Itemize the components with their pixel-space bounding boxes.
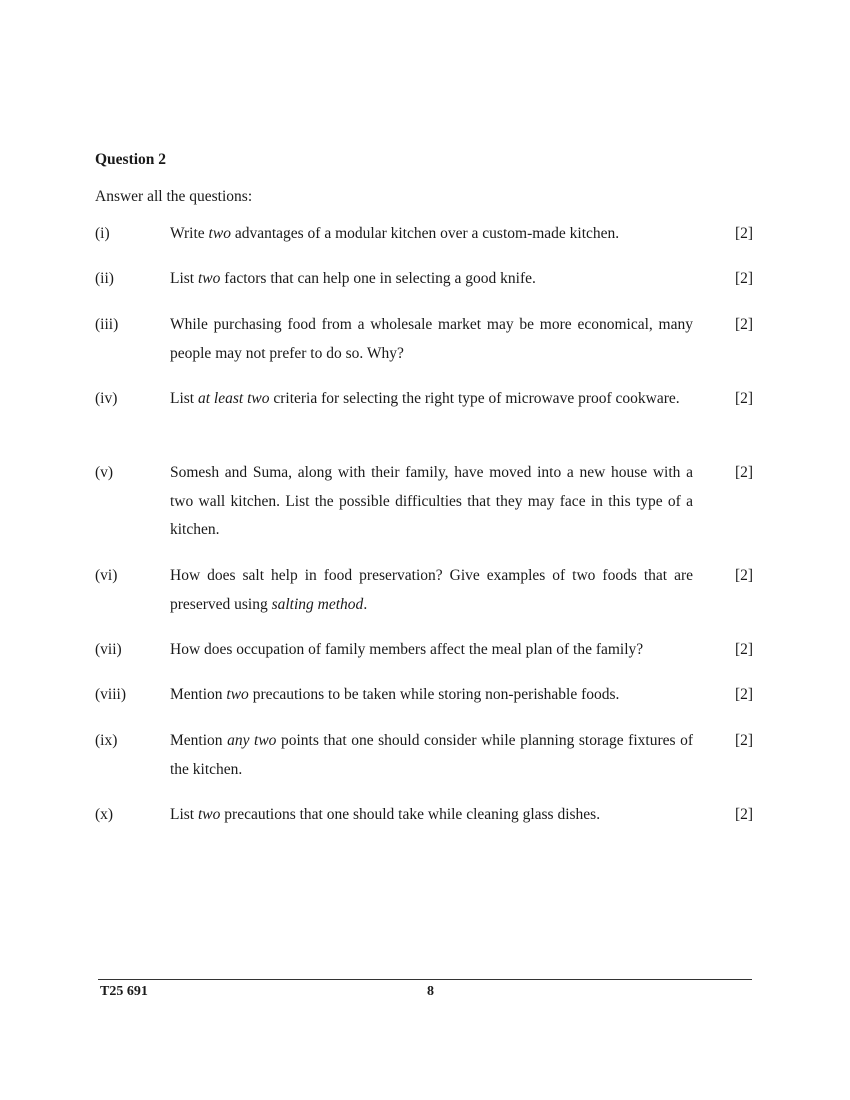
question-heading: Question 2 (95, 151, 167, 168)
question-number: (vi) (95, 567, 118, 584)
question-number: (v) (95, 464, 114, 481)
question-text: How does occupation of family members affect the meal plan of the family? (170, 641, 644, 658)
question-marks: [2] (735, 270, 754, 287)
question-text: List at least two criteria for selecting the right type of microwave proof cookware. (170, 390, 680, 407)
question-text: Mention any two points that one should consider while planning storage fixtures of the kitchen. (170, 732, 693, 778)
question-number: (x) (95, 806, 114, 823)
question-number: (ix) (95, 732, 118, 749)
instruction-text: Answer all the questions: (95, 188, 253, 205)
question-number: (i) (95, 225, 110, 242)
question-marks: [2] (735, 641, 754, 658)
question-number: (ii) (95, 270, 114, 287)
question-number: (viii) (95, 686, 126, 703)
question-marks: [2] (735, 390, 754, 407)
question-marks: [2] (735, 225, 754, 242)
question-text: Mention two precautions to be taken while storing non-perishable foods. (170, 686, 620, 703)
question-text: Write two advantages of a modular kitchen over a custom-made kitchen. (170, 225, 620, 242)
question-marks: [2] (735, 732, 754, 749)
question-text: How does salt help in food preservation? Give examples of two foods that are preserved using salting method. (170, 567, 693, 613)
question-marks: [2] (735, 464, 754, 481)
page-number: 8 (427, 984, 434, 999)
footer-divider (98, 979, 752, 980)
question-marks: [2] (735, 567, 754, 584)
question-number: (vii) (95, 641, 122, 658)
paper-code: T25 691 (100, 984, 148, 999)
question-marks: [2] (735, 686, 754, 703)
question-text: List two precautions that one should take while cleaning glass dishes. (170, 806, 601, 823)
question-number: (iii) (95, 316, 119, 333)
question-text: List two factors that can help one in selecting a good knife. (170, 270, 536, 287)
question-text: While purchasing food from a wholesale market may be more economical, many people may not prefer to do so. Why? (170, 316, 693, 362)
question-text: Somesh and Suma, along with their family, have moved into a new house with a two wall kitchen. List the possible difficulties that they may face in this type of a kitchen. (170, 464, 693, 538)
question-number: (iv) (95, 390, 118, 407)
question-marks: [2] (735, 316, 754, 333)
question-marks: [2] (735, 806, 754, 823)
